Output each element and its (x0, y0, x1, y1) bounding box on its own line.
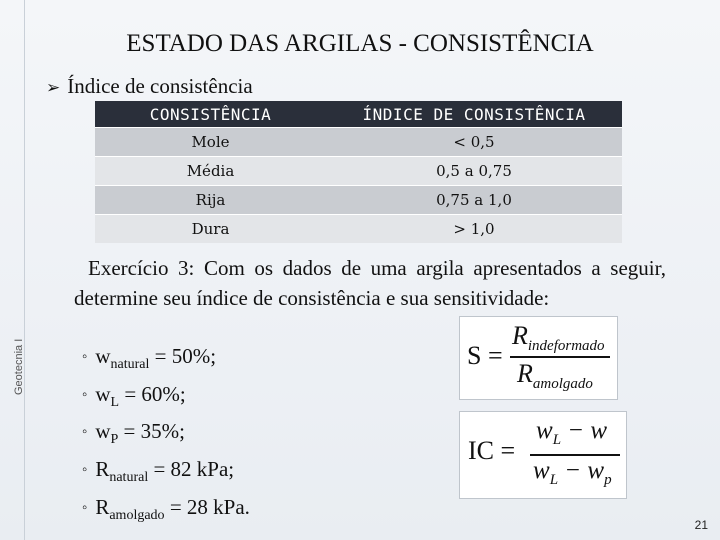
exercise-text: Exercício 3: Com os dados de uma argila apresentados a seguir, determine seu índice de consistência e sua sensitividade: (74, 256, 666, 310)
list-item: ◦ $w_P = 35\%$; (82, 419, 185, 448)
consistency-index-formula (459, 411, 627, 499)
table-cell: Dura (95, 215, 326, 244)
table-cell: > 1,0 (326, 215, 622, 244)
fraction-bar (530, 454, 620, 456)
circle-bullet-icon: ◦ (82, 386, 88, 403)
circle-bullet-icon: ◦ (82, 424, 88, 441)
exercise-statement (74, 253, 666, 313)
circle-bullet-icon: ◦ (82, 462, 88, 479)
list-item: ◦ $w_L = 60\%$; (82, 381, 186, 410)
section-heading (46, 74, 253, 99)
side-divider (24, 0, 25, 540)
formula-numerator: $R_{indeformado}$ (512, 321, 605, 355)
formula-denominator: $R_{amolgado}$ (517, 359, 593, 393)
circle-bullet-icon: ◦ (82, 499, 88, 516)
arrow-bullet-icon: ➢ (46, 78, 61, 98)
formula-lhs: IC = (468, 436, 516, 465)
list-item: ◦ $R_{amolgado} = 28$ kPa. (82, 494, 250, 523)
formula-denominator: $w_L - w_p$ (533, 457, 612, 488)
course-label: Geotecnia I (13, 338, 25, 395)
list-item: ◦ $w_{natural} = 50\%$; (82, 344, 217, 373)
table-row (95, 186, 622, 215)
sensitivity-formula (459, 316, 618, 400)
page-number: 21 (694, 518, 708, 532)
table-row (95, 215, 622, 244)
formula-numerator: $w_L - w$ (536, 417, 608, 448)
table-header-row (95, 101, 622, 128)
table-cell: 0,5 a 0,75 (326, 157, 622, 186)
table-cell: Rija (95, 186, 326, 215)
table-header-consistency: CONSISTÊNCIA (95, 101, 326, 128)
table-cell: Média (95, 157, 326, 186)
table-row (95, 157, 622, 186)
table-cell: < 0,5 (326, 128, 622, 157)
section-heading-text: Índice de consistência (67, 74, 253, 98)
table-header-index: ÍNDICE DE CONSISTÊNCIA (326, 101, 622, 128)
consistency-table (95, 101, 622, 243)
table-cell: Mole (95, 128, 326, 157)
table-cell: 0,75 a 1,0 (326, 186, 622, 215)
fraction-bar (510, 356, 610, 358)
list-item: ◦ $R_{natural} = 82$ kPa; (82, 457, 235, 486)
given-data-list (82, 342, 250, 530)
table-row (95, 128, 622, 157)
formula-lhs: S = (467, 341, 503, 370)
circle-bullet-icon: ◦ (82, 349, 88, 365)
page-title: ESTADO DAS ARGILAS - CONSISTÊNCIA (126, 30, 594, 57)
